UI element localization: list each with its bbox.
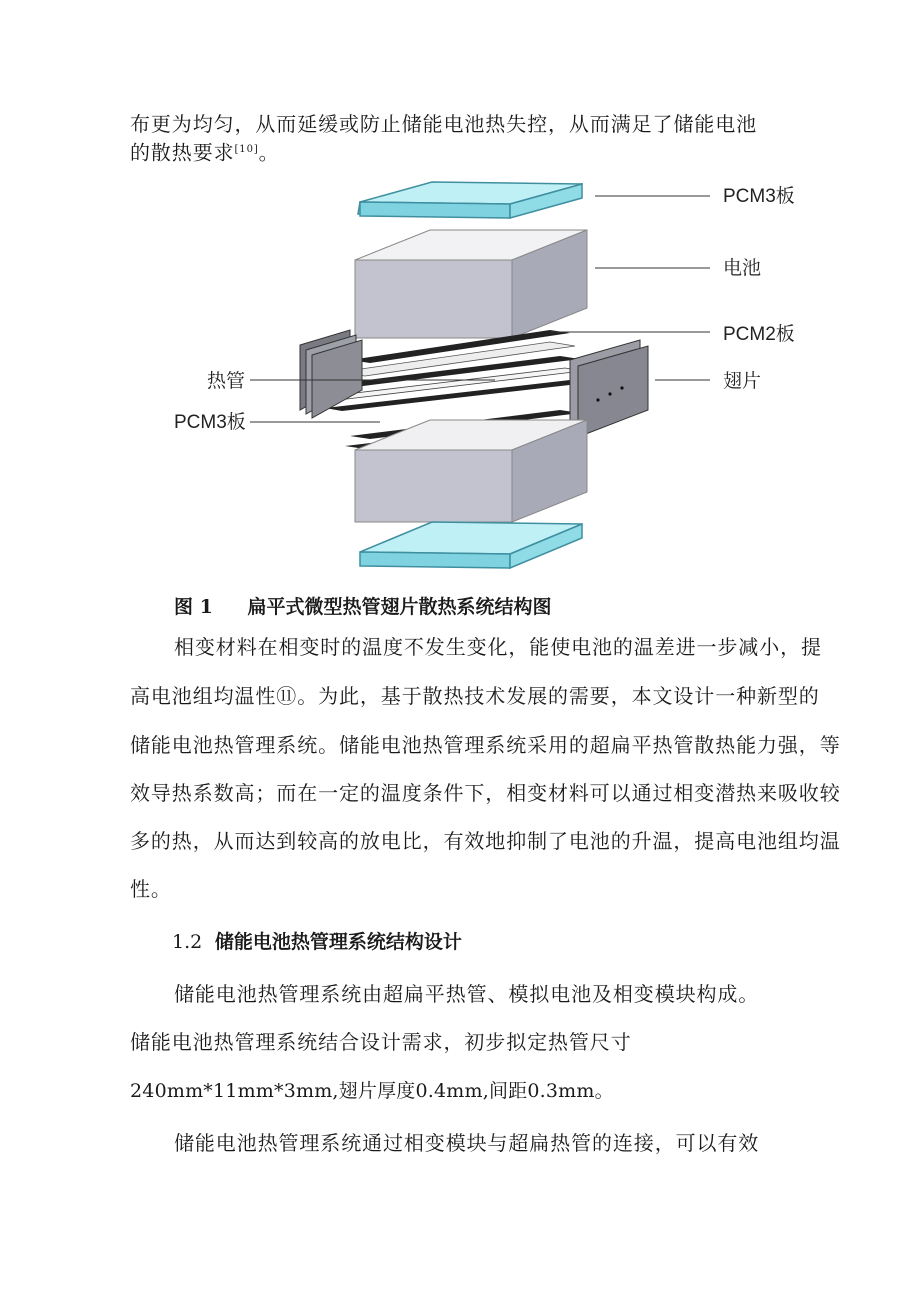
label-pcm2: PCM2板 [723,324,795,345]
citation-ref: [10] [234,144,259,155]
paragraph-1-line-4: 效导热系数高；而在一定的温度条件下，相变材料可以通过相变潜热来吸收较 [130,781,841,805]
figure-caption-number: 图 1 [174,596,213,618]
paragraph-1-line-2: 高电池组均温性⑪。为此，基于散热技术发展的需要，本文设计一种新型的 [130,684,820,708]
label-pcm3-top: PCM3板 [723,186,795,207]
intro-line-1: 布更为均匀，从而延缓或防止储能电池热失控，从而满足了储能电池 [130,112,757,136]
label-heat-pipe: 热管 [207,371,246,392]
paragraph-1-line-3: 储能电池热管理系统。储能电池热管理系统采用的超扁平热管散热能力强，等 [130,733,841,757]
paragraph-1-line-6: 性。 [130,877,172,901]
section-title: 储能电池热管理系统结构设计 [214,931,462,953]
label-pcm3-left: PCM3板 [174,412,246,433]
intro-line-2 [130,138,280,165]
pcm3-plate-top [358,182,582,218]
figure-caption-text: 扁平式微型热管翅片散热系统结构图 [247,596,552,618]
paragraph-3-line-1: 储能电池热管理系统结合设计需求，初步拟定热管尺寸 [130,1030,632,1054]
intro-line-2-text: 的散热要求 [130,140,235,165]
section-heading [172,930,462,954]
label-battery: 电池 [723,258,762,279]
structure-diagram [150,170,830,580]
pcm3-plate-bottom [360,522,582,568]
fin-left [300,330,362,418]
battery-top [355,230,587,338]
paragraph-4: 储能电池热管理系统通过相变模块与超扁热管的连接，可以有效 [174,1131,760,1155]
intro-line-2-end: 。 [258,140,280,165]
paragraph-2: 储能电池热管理系统由超扁平热管、模拟电池及相变模块构成。 [174,982,760,1006]
paragraph-1-line-5: 多的热，从而达到较高的放电比，有效地抑制了电池的升温，提高电池组均温 [130,829,841,853]
paragraph-1-line-1: 相变材料在相变时的温度不发生变化，能使电池的温差进一步减小，提 [174,635,822,659]
section-number: 1.2 [172,931,203,953]
label-fin: 翅片 [723,371,762,392]
figure-caption [174,595,551,619]
paragraph-3-line-2: 240mm*11mm*3mm,翅片厚度0.4mm,间距0.3mm。 [130,1080,614,1102]
